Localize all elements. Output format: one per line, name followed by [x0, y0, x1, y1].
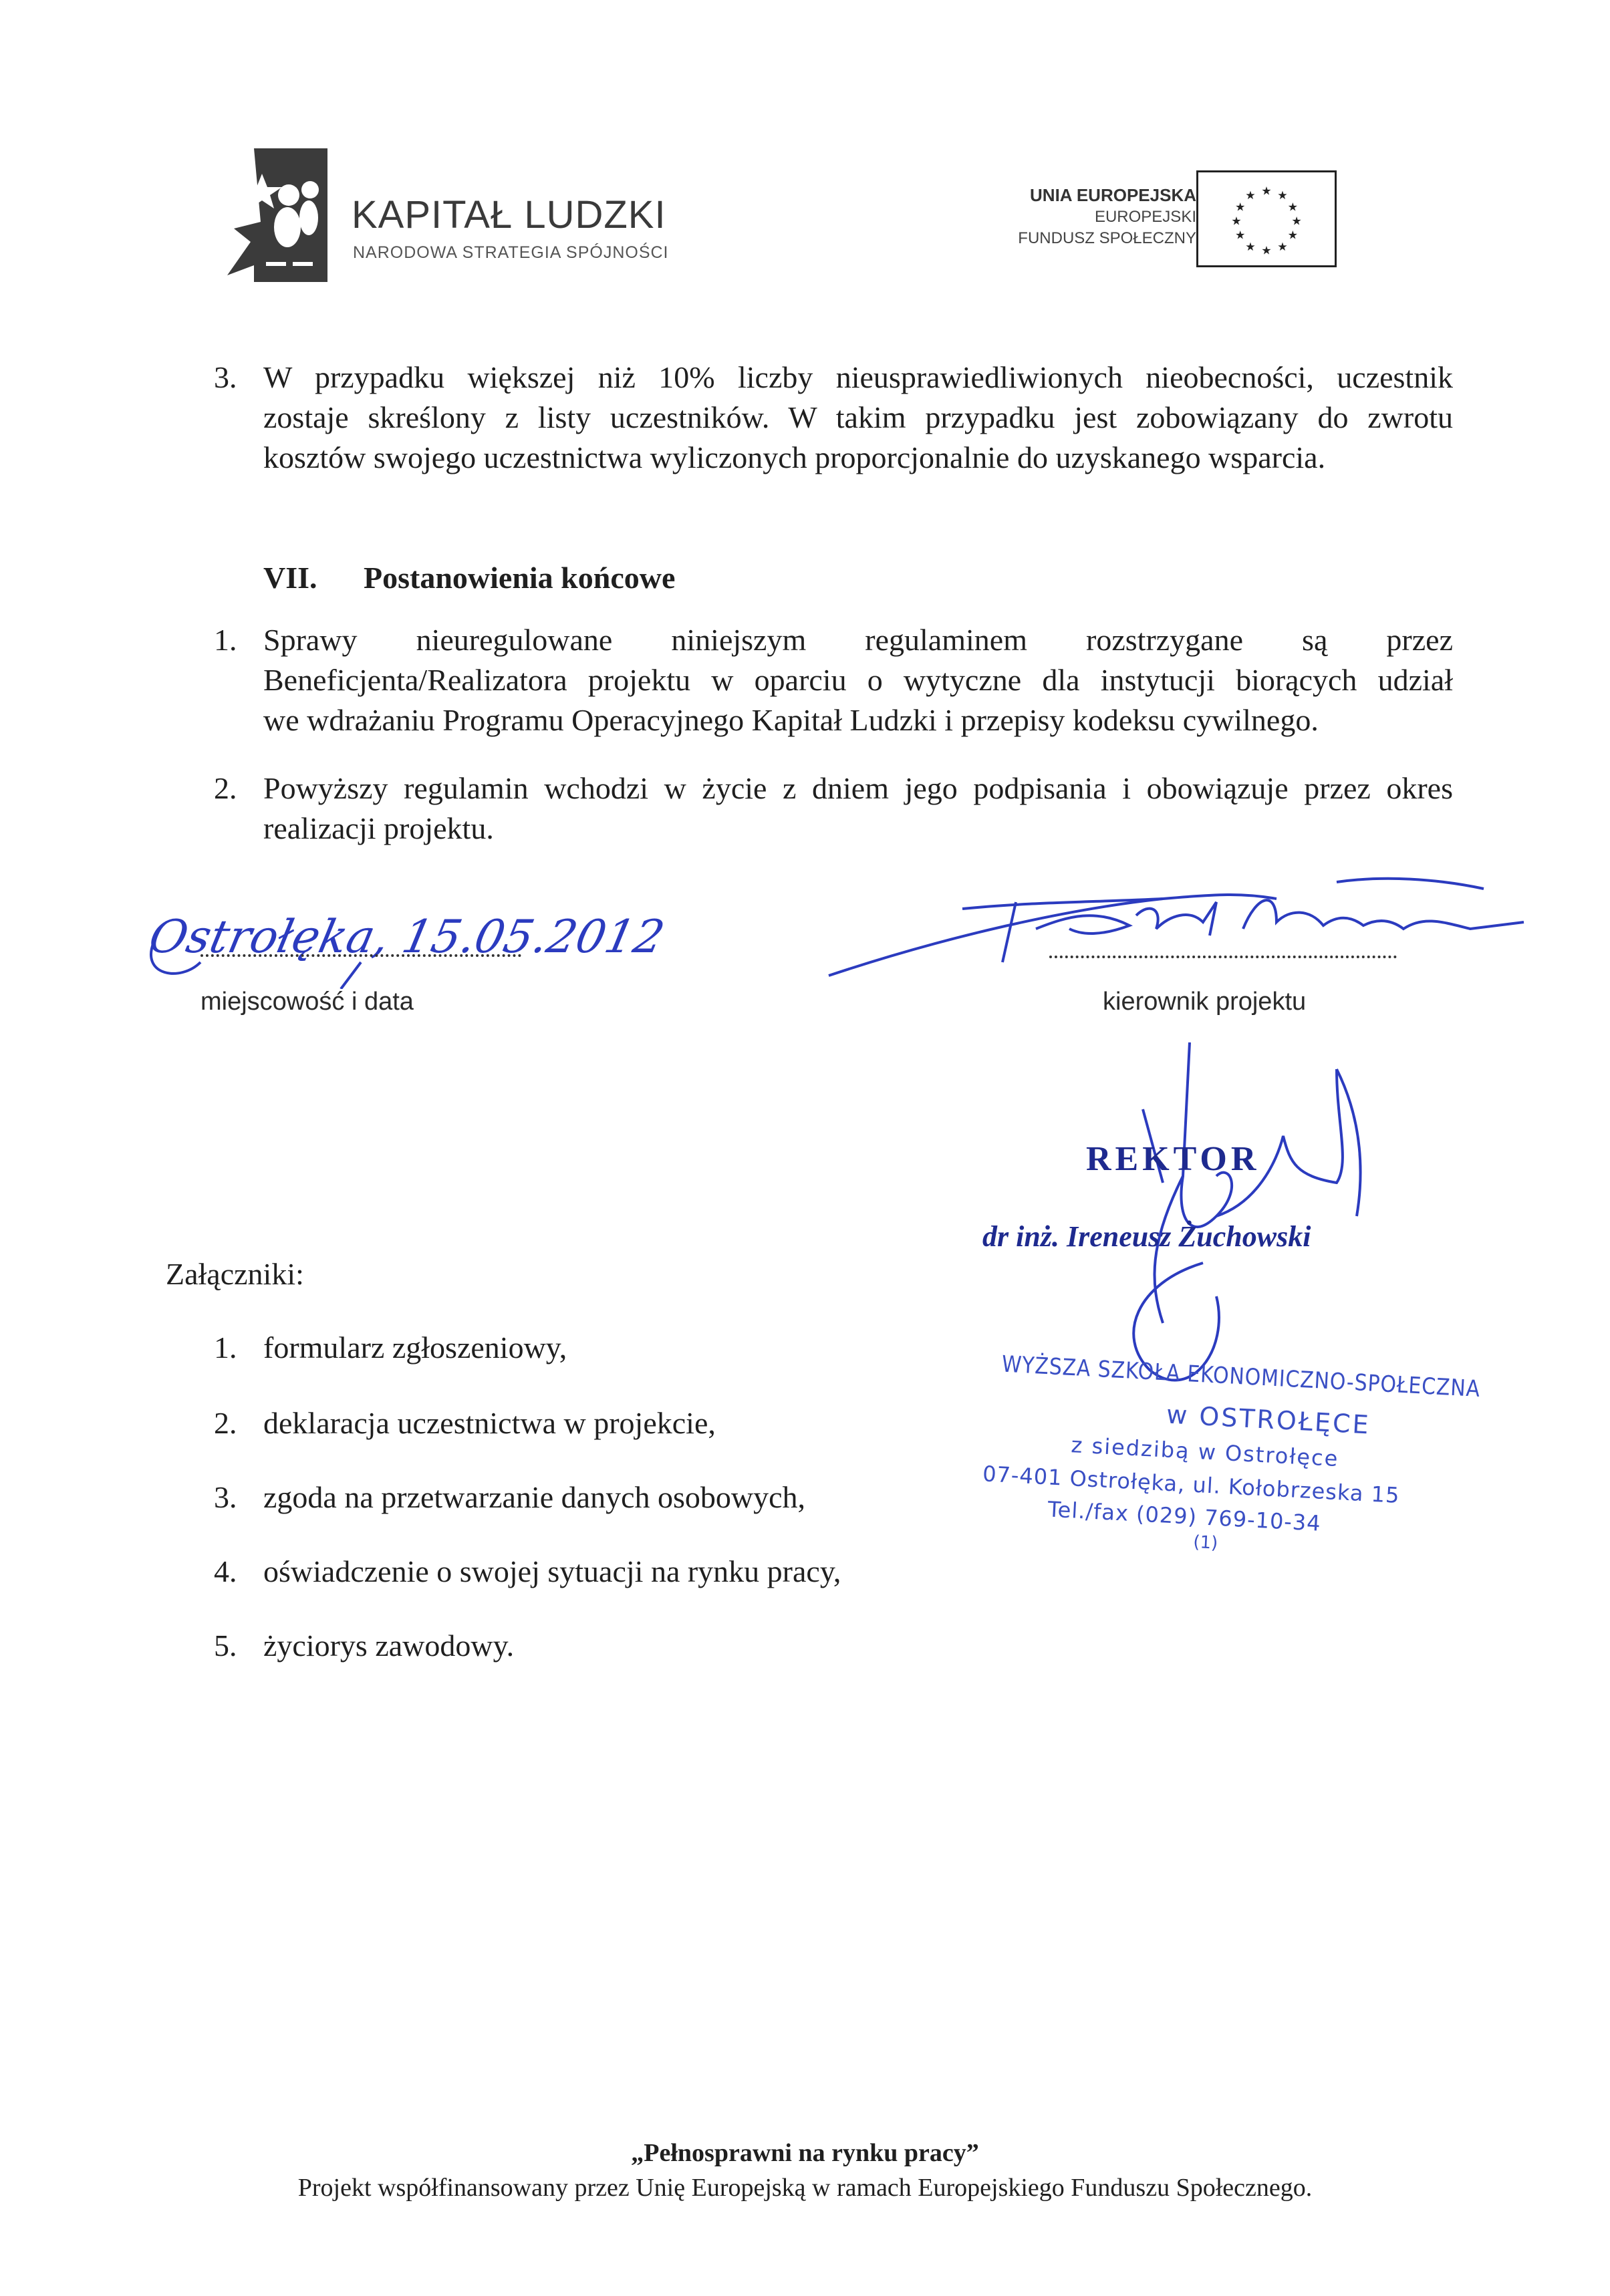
svg-text:★: ★	[1287, 200, 1299, 214]
attachment-item	[214, 1554, 841, 1589]
svg-text:★: ★	[1261, 184, 1272, 198]
stamp-line: z siedzibą w Ostrołęce	[1070, 1432, 1340, 1472]
footer-slogan: „Pełnosprawni na rynku pracy”	[631, 2139, 979, 2167]
kapital-ludzki-title: KAPITAŁ LUDZKI	[352, 193, 666, 237]
section-item-2-text	[263, 768, 1453, 849]
section-item-2-line: Powyższy regulamin wchodzi w życie z dniem jego podpisania i obowiązuje przez okres	[263, 771, 1453, 805]
svg-text:★: ★	[1277, 189, 1288, 203]
svg-text:★: ★	[1291, 214, 1302, 229]
footer-description: Projekt współfinansowany przez Unię Europejską w ramach Europejskiego Funduszu Społecznego.	[297, 2174, 1313, 2202]
svg-text:★: ★	[1231, 214, 1242, 229]
section-number: VII.	[263, 561, 317, 595]
kapital-ludzki-logo	[227, 148, 695, 282]
eu-flag-icon	[1196, 170, 1337, 267]
stamp-line: 07-401 Ostrołęka, ul. Kołobrzeska 15	[982, 1461, 1401, 1508]
attachment-text: życiorys zawodowy.	[263, 1628, 515, 1663]
manager-signature	[815, 862, 1530, 982]
attachment-number: 2.	[214, 1406, 237, 1440]
eu-title: UNIA EUROPEJSKA	[1030, 185, 1196, 205]
kapital-ludzki-subtitle: NARODOWA STRATEGIA SPÓJNOŚCI	[353, 243, 669, 262]
svg-text:★: ★	[1277, 240, 1288, 254]
attachment-text: zgoda na przetwarzanie danych osobowych,	[263, 1480, 806, 1514]
attachments-title: Załączniki:	[166, 1257, 304, 1291]
paragraph-3-text	[263, 357, 1453, 478]
section-item-1-line: Sprawy nieuregulowane niniejszym regulaminem rozstrzygane są przez	[263, 623, 1453, 657]
svg-text:★: ★	[1245, 240, 1256, 254]
section-title: Postanowienia końcowe	[364, 561, 676, 595]
kapital-ludzki-emblem-icon	[227, 148, 327, 282]
svg-text:★: ★	[1245, 189, 1256, 203]
stamp-line: WYŻSZA SZKOŁA EKONOMICZNO-SPOŁECZNA	[1000, 1350, 1481, 1403]
handwritten-date	[140, 889, 675, 989]
manager-dotted-line	[1049, 956, 1397, 958]
section-item-1-line: we wdrażaniu Programu Operacyjnego Kapitał Ludzki i przepisy kodeksu cywilnego.	[263, 703, 1319, 737]
svg-text:★: ★	[1287, 229, 1299, 243]
eu-fund-line2: FUNDUSZ SPOŁECZNY	[1018, 229, 1196, 247]
institution-stamp	[972, 1350, 1481, 1574]
attachment-text: oświadczenie o swojej sytuacji na rynku pracy,	[263, 1554, 841, 1588]
attachment-number: 3.	[214, 1480, 237, 1514]
section-item-2-number: 2.	[214, 771, 237, 805]
paragraph-3-line: kosztów swojego uczestnictwa wyliczonych proporcjonalnie do uzyskanego wsparcia.	[263, 440, 1326, 474]
attachment-text: deklaracja uczestnictwa w projekcie,	[263, 1406, 716, 1440]
svg-text:★: ★	[1261, 244, 1272, 258]
section-heading	[263, 560, 675, 595]
section-item-1-text	[263, 620, 1453, 740]
section-item-2-line: realizacji projektu.	[263, 811, 494, 845]
attachment-item	[214, 1628, 514, 1663]
rector-name: dr inż. Ireneusz Żuchowski	[982, 1220, 1311, 1253]
svg-text:★: ★	[1234, 200, 1246, 214]
stamp-line: (1)	[1192, 1532, 1218, 1554]
attachment-number: 5.	[214, 1628, 237, 1663]
attachment-item	[214, 1479, 805, 1515]
handwritten-date-text: Ostrołęka, 15.05.2012	[144, 910, 669, 964]
attachment-number: 1.	[214, 1330, 237, 1365]
eu-logo	[962, 170, 1337, 271]
section-item-1-number: 1.	[214, 623, 237, 657]
svg-text:★: ★	[1234, 229, 1246, 243]
eu-fund-line1: EUROPEJSKI	[1094, 208, 1196, 226]
paragraph-3-line: W przypadku większej niż 10% liczby nieusprawiedliwionych nieobecności, uczestnik	[263, 360, 1453, 394]
attachment-text: formularz zgłoszeniowy,	[263, 1330, 567, 1365]
stamp-line: w OSTROŁĘCE	[1166, 1399, 1371, 1440]
paragraph-3-line: zostaje skreślony z listy uczestników. W takim przypadku jest zobowiązany do zwrotu	[263, 400, 1453, 434]
section-item-1-line: Beneficjenta/Realizatora projektu w oparciu o wytyczne dla instytucji biorących udział	[263, 663, 1453, 697]
attachment-item	[214, 1405, 716, 1441]
attachment-number: 4.	[214, 1554, 237, 1588]
stamp-line: Tel./fax (029) 769-10-34	[1047, 1496, 1322, 1536]
manager-label: kierownik projektu	[1103, 988, 1307, 1016]
date-dotted-line	[200, 954, 521, 957]
rector-title: REKTOR	[1086, 1140, 1260, 1178]
attachment-item	[214, 1330, 567, 1365]
date-label: miejscowość i data	[200, 988, 414, 1016]
paragraph-3-number: 3.	[214, 360, 237, 394]
